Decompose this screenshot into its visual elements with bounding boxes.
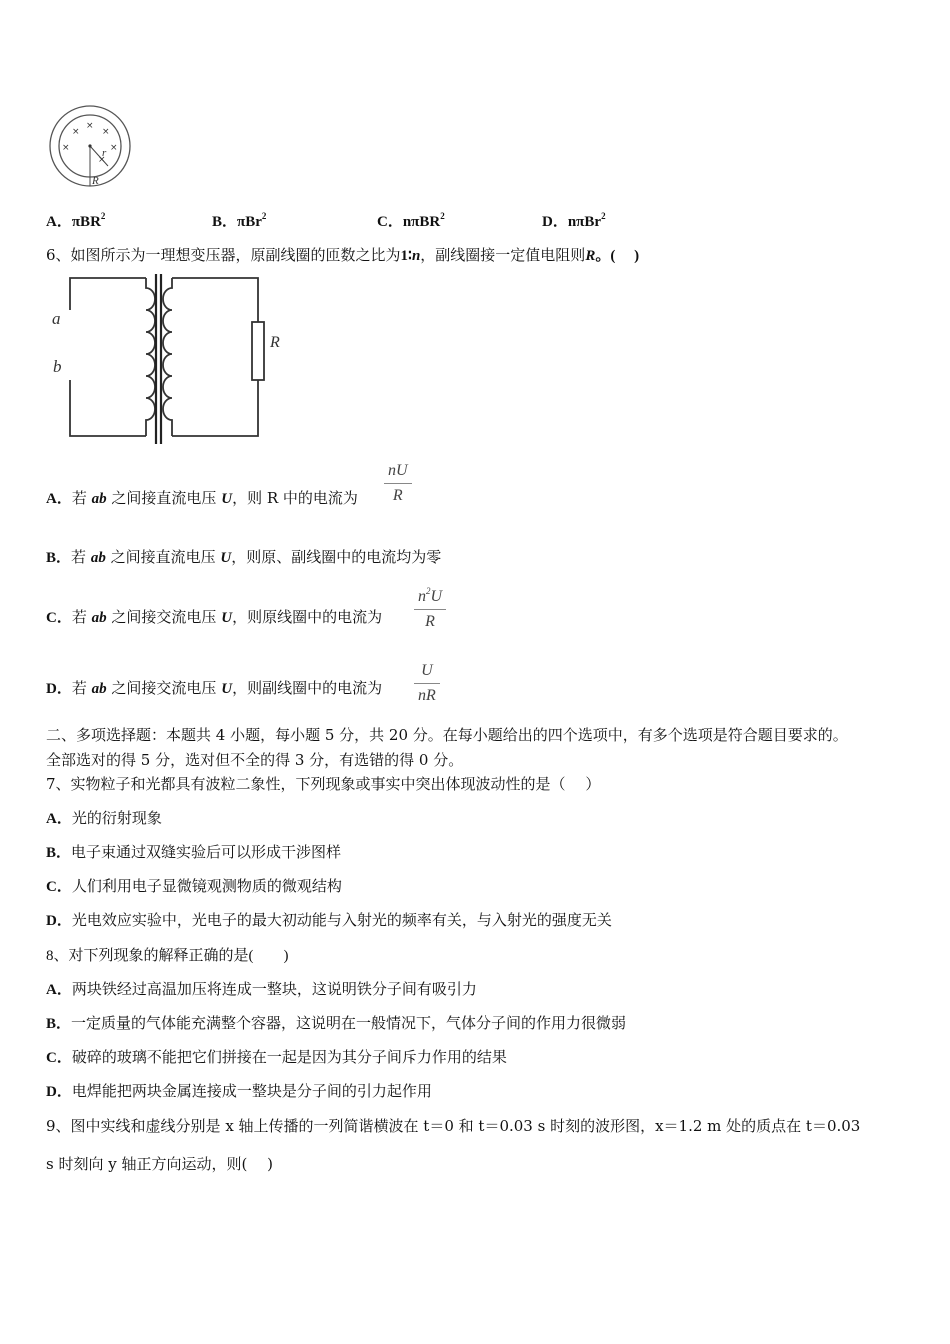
- q7-option-d[interactable]: D．光电效应实验中，光电子的最大初动能与入射光的频率有关，与入射光的强度无关: [46, 911, 612, 929]
- q6-option-b[interactable]: B．若 ab 之间接直流电压 U，则原、副线圈中的电流均为零: [46, 548, 442, 566]
- q6-label-a: a: [52, 309, 61, 328]
- q6-option-d-fraction: U nR: [414, 662, 440, 705]
- q5-option-c[interactable]: C．nπBR$^2$: [377, 211, 445, 230]
- svg-text:×: ×: [102, 127, 110, 137]
- q7-option-b[interactable]: B．电子束通过双缝实验后可以形成干涉图样: [46, 843, 342, 861]
- section2-instructions-line2: 全部选对的得 5 分，选对但不全的得 3 分，有选错的得 0 分。: [46, 751, 464, 769]
- q5-label-R: R: [92, 175, 99, 187]
- q8-option-b[interactable]: B．一定质量的气体能充满整个容器，这说明在一般情况下，气体分子间的作用力很微弱: [46, 1014, 627, 1032]
- q6-label-R: R: [270, 334, 280, 351]
- svg-text:×: ×: [110, 143, 118, 153]
- q5-option-b[interactable]: B．πBr$^2$: [212, 211, 267, 230]
- q5-field-figure: [46, 100, 136, 192]
- q6-stem: 6、如图所示为一理想变压器，原副线圈的匝数之比为1∶n，副线圈接一定值电阻则R。( ): [46, 246, 640, 264]
- q5-option-d[interactable]: D．nπBr$^2$: [542, 211, 606, 230]
- q5-option-a[interactable]: A．πBR$^2$: [46, 211, 106, 230]
- q6-option-a-fraction: nU R: [384, 462, 412, 505]
- q7-option-a[interactable]: A．光的衍射现象: [46, 809, 162, 827]
- section2-instructions-line1: 二、多项选择题：本题共 4 小题，每小题 5 分，共 20 分。在每小题给出的四个选项中，有多个选项是符合题目要求的。: [46, 726, 848, 744]
- q8-option-c[interactable]: C．破碎的玻璃不能把它们拼接在一起是因为其分子间斥力作用的结果: [46, 1048, 507, 1066]
- svg-text:×: ×: [86, 121, 94, 131]
- q8-option-a[interactable]: A．两块铁经过高温加压将连成一整块，这说明铁分子间有吸引力: [46, 980, 477, 998]
- q9-stem-line1: 9、图中实线和虚线分别是 x 轴上传播的一列简谐横波在 t＝0 和 t＝0.03 s 时刻的波形图，x＝1.2 m 处的质点在 t＝0.03: [46, 1117, 861, 1135]
- q5-label-r: r: [102, 147, 107, 159]
- svg-text:×: ×: [62, 143, 70, 153]
- q6-option-c[interactable]: C．若 ab 之间接交流电压 U，则原线圈中的电流为: [46, 608, 383, 626]
- q7-option-c[interactable]: C．人们利用电子显微镜观测物质的微观结构: [46, 877, 342, 895]
- q7-stem: 7、实物粒子和光都具有波粒二象性，下列现象或事实中突出体现波动性的是（ ）: [46, 775, 601, 793]
- q6-transformer-figure: [46, 270, 278, 450]
- q6-option-c-fraction: $n^2U$ R: [414, 582, 446, 631]
- q9-stem-line2: s 时刻向 y 轴正方向运动，则( ): [46, 1155, 273, 1173]
- q6-option-d[interactable]: D．若 ab 之间接交流电压 U，则副线圈中的电流为: [46, 679, 383, 697]
- svg-text:×: ×: [72, 127, 80, 137]
- q6-label-b: b: [53, 357, 62, 376]
- q6-resistor: [252, 322, 264, 380]
- q6-option-a[interactable]: A．若 ab 之间接直流电压 U，则 R 中的电流为: [46, 489, 358, 507]
- q8-stem: 8、对下列现象的解释正确的是( ): [46, 948, 289, 964]
- q8-option-d[interactable]: D．电焊能把两块金属连接成一整块是分子间的引力起作用: [46, 1082, 432, 1100]
- svg-text:×: ×: [98, 155, 106, 165]
